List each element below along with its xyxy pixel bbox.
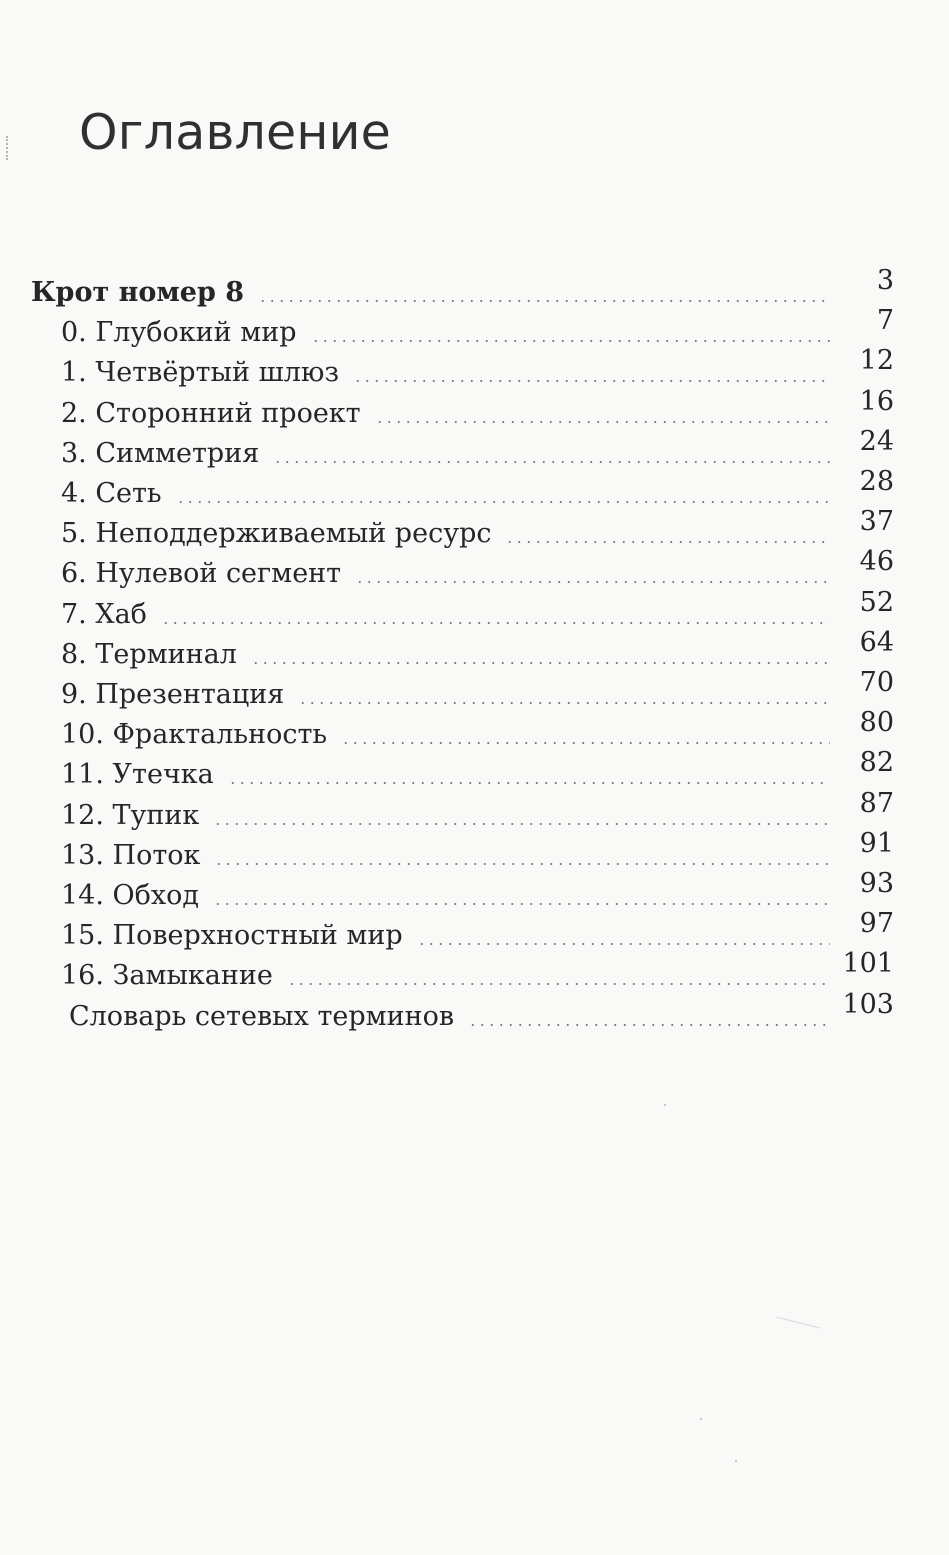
toc-entry	[0, 345, 949, 393]
toc-page-number: 7	[876, 305, 894, 337]
toc-dot-leader	[355, 581, 830, 583]
toc-entry	[0, 506, 949, 554]
toc-entry-title: 5. Неподдерживаемый ресурс	[61, 518, 492, 550]
toc-page-number: 97	[859, 908, 894, 940]
toc-entry-title: 7. Хаб	[61, 598, 147, 630]
toc-entry-title: 14. Обход	[61, 880, 200, 911]
toc-page-number: 46	[859, 546, 894, 578]
toc-page-number: 82	[859, 747, 894, 779]
toc-page-number: 101	[842, 948, 894, 980]
toc-entry	[0, 466, 949, 514]
toc-dot-leader	[273, 461, 830, 463]
toc-dot-leader	[468, 1024, 830, 1026]
toc-dot-leader	[161, 622, 830, 624]
toc-entry-title: 8. Терминал	[61, 638, 237, 670]
toc-dot-leader	[176, 501, 830, 503]
toc-entry-title: 2. Сторонний проект	[61, 397, 361, 429]
toc-page-number: 93	[859, 868, 894, 899]
toc-entry	[0, 667, 949, 715]
toc-dot-leader	[417, 943, 830, 945]
toc-entry-title: 13. Поток	[61, 839, 201, 871]
toc-dot-leader	[505, 541, 830, 543]
toc-dot-leader	[251, 662, 830, 664]
toc-entry	[0, 265, 949, 313]
toc-dot-leader	[213, 903, 830, 905]
toc-page-number: 80	[859, 707, 894, 739]
toc-entry	[0, 827, 949, 876]
toc-entry	[0, 948, 949, 996]
toc-entry-title: 15. Поверхностный мир	[61, 920, 403, 952]
toc-entry	[0, 787, 949, 836]
toc-page-number: 3	[876, 265, 894, 296]
paper-speck	[664, 1104, 666, 1106]
toc-page-number: 70	[859, 667, 894, 698]
toc-dot-leader	[298, 702, 830, 704]
toc-page-number: 87	[859, 787, 894, 819]
toc-page-number: 12	[859, 345, 894, 377]
toc-page-number: 28	[859, 466, 894, 497]
toc-entry	[0, 425, 949, 474]
toc-page-number: 103	[842, 988, 894, 1020]
toc-entry-title: 10. Фрактальность	[61, 719, 328, 751]
toc-dot-leader	[287, 983, 830, 985]
toc-page-number: 37	[859, 506, 894, 538]
toc-page-number: 24	[859, 425, 894, 457]
toc-entry-title: Словарь сетевых терминов	[69, 1000, 455, 1032]
toc-entry-title: 3. Симметрия	[61, 437, 260, 469]
toc-page-number: 16	[859, 385, 894, 417]
toc-entry	[0, 626, 949, 675]
toc-entry	[0, 586, 949, 635]
toc-dot-leader	[258, 300, 830, 302]
toc-dot-leader	[228, 782, 830, 784]
toc-entry	[0, 868, 949, 916]
toc-entry-title: 9. Презентация	[61, 679, 285, 710]
toc-dot-leader	[311, 340, 830, 342]
toc-entry-title: 11. Утечка	[61, 759, 214, 791]
toc-page-number: 91	[859, 827, 894, 859]
toc-entry	[0, 707, 949, 755]
paper-speck	[735, 1460, 737, 1462]
toc-dot-leader	[214, 863, 830, 865]
toc-page-number: 52	[859, 586, 894, 618]
toc-dot-leader	[341, 742, 830, 744]
toc-entry	[0, 747, 949, 795]
toc-entry-title: 4. Сеть	[61, 478, 162, 509]
toc-page-number: 64	[859, 626, 894, 658]
toc-dot-leader	[375, 421, 830, 423]
toc-entry	[0, 988, 949, 1037]
paper-speck	[700, 1418, 702, 1420]
toc-dot-leader	[213, 823, 830, 825]
toc-entry-title: 6. Нулевой сегмент	[61, 558, 342, 590]
toc-entry	[0, 305, 949, 353]
page-title: Оглавление	[79, 104, 392, 161]
toc-entry-title: 16. Замыкание	[61, 960, 273, 992]
toc-entry-title: 0. Глубокий мир	[61, 317, 297, 349]
toc-entry	[0, 385, 949, 434]
toc-entry-title: 1. Четвёртый шлюз	[61, 357, 340, 389]
toc-dot-leader	[353, 380, 830, 382]
toc-part-title: Крот номер 8	[31, 277, 245, 308]
toc-entry	[0, 908, 949, 956]
toc-entry-title: 12. Тупик	[61, 799, 200, 831]
toc-entry	[0, 546, 949, 594]
